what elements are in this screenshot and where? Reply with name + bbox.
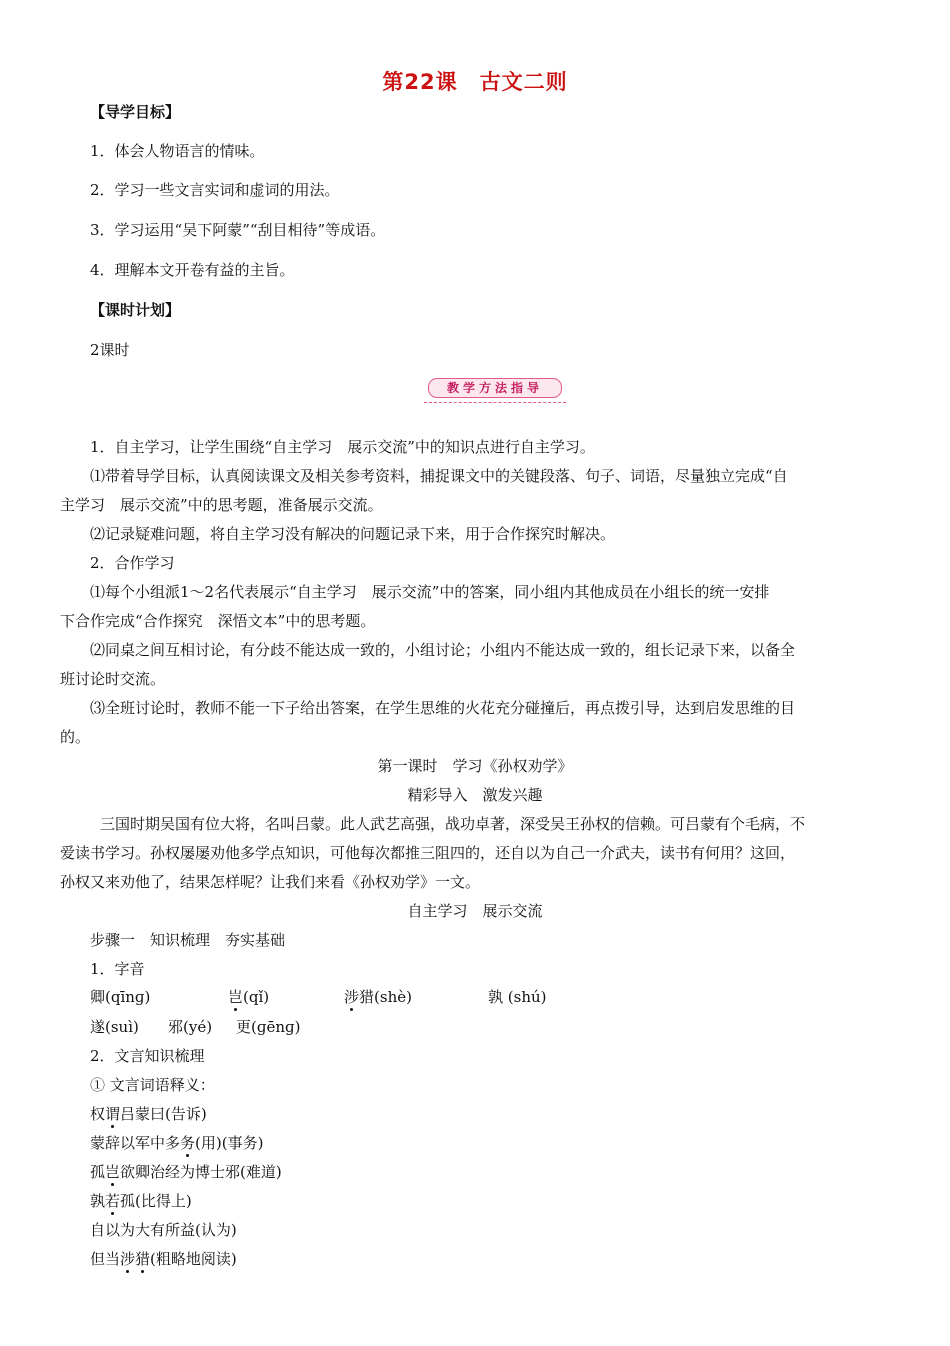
objectives-heading: 【导学目标】 bbox=[90, 103, 181, 121]
intro-paragraph: 爱读书学习。孙权屡屡劝他多学点知识，可他每次都推三阻四的，还自以为自己一介武夫，读书有何用？这回， bbox=[60, 844, 796, 862]
pronunciation-item: 邪(yé) bbox=[168, 1018, 213, 1036]
plan-heading: 【课时计划】 bbox=[90, 301, 181, 319]
gloss-item: 自以为大有所益(认为) bbox=[90, 1221, 237, 1239]
method-paragraph: 的。 bbox=[60, 728, 91, 746]
gloss-item bbox=[90, 1104, 207, 1124]
method-paragraph: ⑴带着导学目标，认真阅读课文及相关参考资料，捕捉课文中的关键段落、句子、词语，尽量独立完成“自 bbox=[90, 467, 788, 485]
plan-value: 2课时 bbox=[90, 341, 130, 359]
gloss-text: 孰 bbox=[90, 1192, 106, 1210]
gloss-text: 权 bbox=[90, 1105, 106, 1123]
method-paragraph: ⑶全班讨论时，教师不能一下子给出答案，在学生思维的火花充分碰撞后，再点拨引导，达到启发思维的目 bbox=[90, 699, 796, 717]
marked-word: 谓 bbox=[105, 1105, 121, 1123]
character: 岂 bbox=[228, 988, 244, 1006]
method-paragraph: ⑵记录疑难问题，将自主学习没有解决的问题记录下来，用于合作探究时解决。 bbox=[90, 525, 616, 543]
gloss-text: 欲卿治经为博士邪(难道) bbox=[120, 1163, 282, 1181]
method-paragraph: 班讨论时交流。 bbox=[60, 670, 166, 688]
method-paragraph: ⑴每个小组派1～2名代表展示“自主学习 展示交流”中的答案，同小组内其他成员在小组长的统一安排 bbox=[90, 583, 770, 601]
gloss-text: (用)(事务) bbox=[195, 1134, 264, 1152]
method-paragraph: 主学习 展示交流”中的思考题，准备展示交流。 bbox=[60, 496, 383, 514]
pinyin: 猎(shè) bbox=[359, 988, 412, 1006]
objective-item: 2．学习一些文言实词和虚词的用法。 bbox=[90, 181, 340, 199]
gloss-heading: ① 文言词语释义： bbox=[90, 1076, 215, 1094]
marked-word: 岂 bbox=[105, 1163, 121, 1181]
gloss-text: 吕蒙曰(告诉) bbox=[120, 1105, 207, 1123]
pronunciation-item bbox=[344, 987, 412, 1007]
gloss-item bbox=[90, 1249, 237, 1269]
pinyin: (qǐ) bbox=[243, 988, 270, 1006]
method-paragraph: 1．自主学习，让学生围绕“自主学习 展示交流”中的知识点进行自主学习。 bbox=[90, 438, 595, 456]
marked-word: 务 bbox=[180, 1134, 196, 1152]
banner-label: 教学方法指导 bbox=[428, 378, 562, 398]
lesson-heading: 第一课时 学习《孙权劝学》 bbox=[377, 757, 573, 775]
gloss-text: 孤 bbox=[90, 1163, 106, 1181]
marked-word: 猎 bbox=[135, 1250, 151, 1268]
gloss-text: 孤(比得上) bbox=[120, 1192, 192, 1210]
objective-item: 4．理解本文开卷有益的主旨。 bbox=[90, 261, 295, 279]
self-study-heading: 自主学习 展示交流 bbox=[407, 902, 543, 920]
pronunciation-item bbox=[228, 987, 269, 1007]
method-paragraph: ⑵同桌之间互相讨论，有分歧不能达成一致的，小组讨论；小组内不能达成一致的，组长记录下来，以备全 bbox=[90, 641, 796, 659]
pronunciation-item: 更(ɡēnɡ) bbox=[236, 1018, 301, 1036]
page-title: 第22课 古文二则 bbox=[382, 70, 568, 94]
objective-item: 3．学习运用“吴下阿蒙”“刮目相待”等成语。 bbox=[90, 221, 386, 239]
method-paragraph: 下合作完成“合作探究 深悟文本”中的思考题。 bbox=[60, 612, 376, 630]
wenyan-heading: 2．文言知识梳理 bbox=[90, 1047, 205, 1065]
method-paragraph: 2．合作学习 bbox=[90, 554, 175, 572]
pronunciation-item: 孰 (shú) bbox=[488, 988, 547, 1006]
gloss-item bbox=[90, 1162, 282, 1182]
objective-item: 1．体会人物语言的情味。 bbox=[90, 142, 265, 160]
intro-paragraph: 三国时期吴国有位大将，名叫吕蒙。此人武艺高强，战功卓著，深受吴王孙权的信赖。可吕蒙有个毛病，不 bbox=[100, 815, 806, 833]
marked-word: 涉 bbox=[120, 1250, 136, 1268]
character: 涉 bbox=[344, 988, 360, 1006]
gloss-text: 蒙辞以军中多 bbox=[90, 1134, 181, 1152]
pronunciation-item: 遂(suì) bbox=[90, 1018, 139, 1036]
pronunciation-item: 卿(qīnɡ) bbox=[90, 988, 151, 1006]
marked-word: 若 bbox=[105, 1192, 121, 1210]
pronunciation-heading: 1．字音 bbox=[90, 960, 145, 978]
gloss-item bbox=[90, 1191, 192, 1211]
gloss-item bbox=[90, 1133, 263, 1153]
section-banner bbox=[424, 378, 566, 403]
intro-heading: 精彩导入 激发兴趣 bbox=[407, 786, 543, 804]
intro-paragraph: 孙权又来劝他了，结果怎样呢？让我们来看《孙权劝学》一文。 bbox=[60, 873, 481, 891]
gloss-text: (粗略地阅读) bbox=[150, 1250, 237, 1268]
gloss-text: 但当 bbox=[90, 1250, 121, 1268]
step-heading: 步骤一 知识梳理 夯实基础 bbox=[90, 931, 286, 949]
